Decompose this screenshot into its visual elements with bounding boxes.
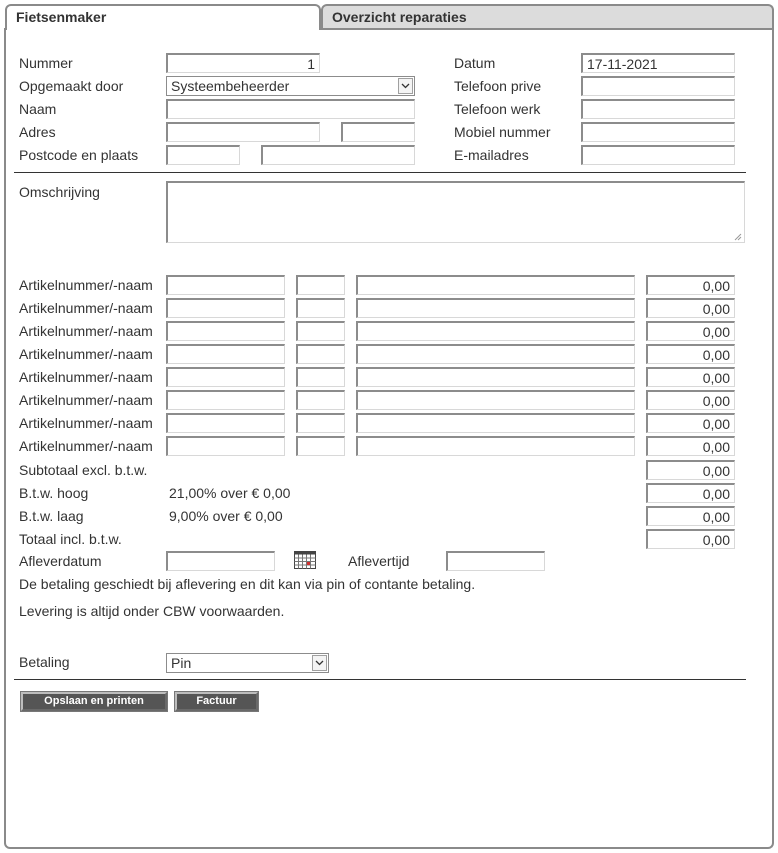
conditions-note: Levering is altijd onder CBW voorwaarden. — [19, 603, 285, 619]
article-label: Artikelnummer/-naam — [19, 323, 153, 339]
btw-laag-label: B.t.w. laag — [19, 508, 84, 524]
mobiel-nummer-field[interactable] — [581, 122, 735, 142]
btw-laag-field: 0,00 — [646, 506, 735, 526]
article-amount-field[interactable]: 0,00 — [646, 390, 735, 410]
totaal-label: Totaal incl. b.t.w. — [19, 531, 122, 547]
adres-housenumber-field[interactable] — [341, 122, 415, 142]
tab-overzicht-reparaties[interactable]: Overzicht reparaties — [321, 4, 774, 28]
calendar-icon[interactable] — [294, 551, 316, 569]
article-quantity-field[interactable] — [296, 344, 345, 364]
article-amount-field[interactable]: 0,00 — [646, 344, 735, 364]
article-label: Artikelnummer/-naam — [19, 300, 153, 316]
btw-laag-text: 9,00% over € 0,00 — [169, 508, 283, 524]
naam-label: Naam — [19, 101, 57, 117]
section-divider-bottom — [14, 679, 746, 680]
datum-label: Datum — [454, 55, 496, 71]
plaats-field[interactable] — [261, 145, 415, 165]
invoice-button[interactable]: Factuur — [175, 692, 258, 711]
btw-hoog-text: 21,00% over € 0,00 — [169, 485, 291, 501]
article-description-field[interactable] — [356, 436, 635, 456]
article-amount-field[interactable]: 0,00 — [646, 321, 735, 341]
article-description-field[interactable] — [356, 275, 635, 295]
postcode-plaats-label: Postcode en plaats — [19, 147, 139, 163]
article-quantity-field[interactable] — [296, 321, 345, 341]
article-label: Artikelnummer/-naam — [19, 277, 153, 293]
article-label: Artikelnummer/-naam — [19, 392, 153, 408]
article-amount-field[interactable]: 0,00 — [646, 298, 735, 318]
article-label: Artikelnummer/-naam — [19, 346, 153, 362]
article-number-field[interactable] — [166, 344, 285, 364]
opgemaakt-door-value: Systeembeheerder — [171, 78, 290, 94]
chevron-down-icon[interactable] — [312, 655, 327, 671]
naam-field[interactable] — [166, 99, 415, 119]
article-description-field[interactable] — [356, 321, 635, 341]
article-description-field[interactable] — [356, 413, 635, 433]
article-number-field[interactable] — [166, 413, 285, 433]
btw-hoog-label: B.t.w. hoog — [19, 485, 89, 501]
article-number-field[interactable] — [166, 436, 285, 456]
telefoon-werk-label: Telefoon werk — [454, 101, 541, 117]
article-description-field[interactable] — [356, 367, 635, 387]
opgemaakt-door-select[interactable] — [166, 76, 415, 96]
adres-label: Adres — [19, 124, 56, 140]
betaling-label: Betaling — [19, 654, 70, 670]
nummer-label: Nummer — [19, 55, 73, 71]
opgemaakt-door-label: Opgemaakt door — [19, 78, 124, 94]
tab-fietsenmaker[interactable]: Fietsenmaker — [5, 4, 321, 30]
betaling-value: Pin — [171, 655, 192, 671]
betaling-select[interactable] — [166, 653, 329, 673]
article-quantity-field[interactable] — [296, 413, 345, 433]
mobiel-nummer-label: Mobiel nummer — [454, 124, 551, 140]
afleverdatum-field[interactable] — [166, 551, 275, 571]
emailadres-label: E-mailadres — [454, 147, 529, 163]
omschrijving-textarea[interactable] — [166, 181, 745, 243]
postcode-field[interactable] — [166, 145, 240, 165]
afleverdatum-label: Afleverdatum — [19, 553, 102, 569]
telefoon-werk-field[interactable] — [581, 99, 735, 119]
article-description-field[interactable] — [356, 390, 635, 410]
emailadres-field[interactable] — [581, 145, 735, 165]
article-number-field[interactable] — [166, 367, 285, 387]
telefoon-prive-label: Telefoon prive — [454, 78, 542, 94]
article-quantity-field[interactable] — [296, 298, 345, 318]
article-label: Artikelnummer/-naam — [19, 415, 153, 431]
chevron-down-icon[interactable] — [398, 78, 413, 94]
article-number-field[interactable] — [166, 321, 285, 341]
article-quantity-field[interactable] — [296, 436, 345, 456]
tab-bar — [5, 4, 775, 29]
adres-street-field[interactable] — [166, 122, 320, 142]
article-amount-field[interactable]: 0,00 — [646, 436, 735, 456]
subtotaal-field: 0,00 — [646, 460, 735, 480]
btw-hoog-field: 0,00 — [646, 483, 735, 503]
article-quantity-field[interactable] — [296, 367, 345, 387]
payment-note: De betaling geschiedt bij aflevering en dit kan via pin of contante betaling. — [19, 576, 476, 592]
aflevertijd-field[interactable] — [446, 551, 545, 571]
nummer-field[interactable]: 1 — [166, 53, 320, 73]
save-print-button[interactable]: Opslaan en printen — [21, 692, 167, 711]
article-quantity-field[interactable] — [296, 275, 345, 295]
article-quantity-field[interactable] — [296, 390, 345, 410]
totaal-field: 0,00 — [646, 529, 735, 549]
article-number-field[interactable] — [166, 275, 285, 295]
article-number-field[interactable] — [166, 390, 285, 410]
resize-grip-icon[interactable] — [733, 232, 742, 241]
omschrijving-label: Omschrijving — [19, 184, 100, 200]
article-amount-field[interactable]: 0,00 — [646, 367, 735, 387]
article-label: Artikelnummer/-naam — [19, 369, 153, 385]
datum-field[interactable]: 17-11-2021 — [581, 53, 735, 73]
subtotaal-label: Subtotaal excl. b.t.w. — [19, 462, 148, 478]
telefoon-prive-field[interactable] — [581, 76, 735, 96]
article-amount-field[interactable]: 0,00 — [646, 413, 735, 433]
article-label: Artikelnummer/-naam — [19, 438, 153, 454]
article-description-field[interactable] — [356, 344, 635, 364]
aflevertijd-label: Aflevertijd — [348, 553, 410, 569]
section-divider — [14, 172, 746, 173]
article-description-field[interactable] — [356, 298, 635, 318]
article-amount-field[interactable]: 0,00 — [646, 275, 735, 295]
article-number-field[interactable] — [166, 298, 285, 318]
